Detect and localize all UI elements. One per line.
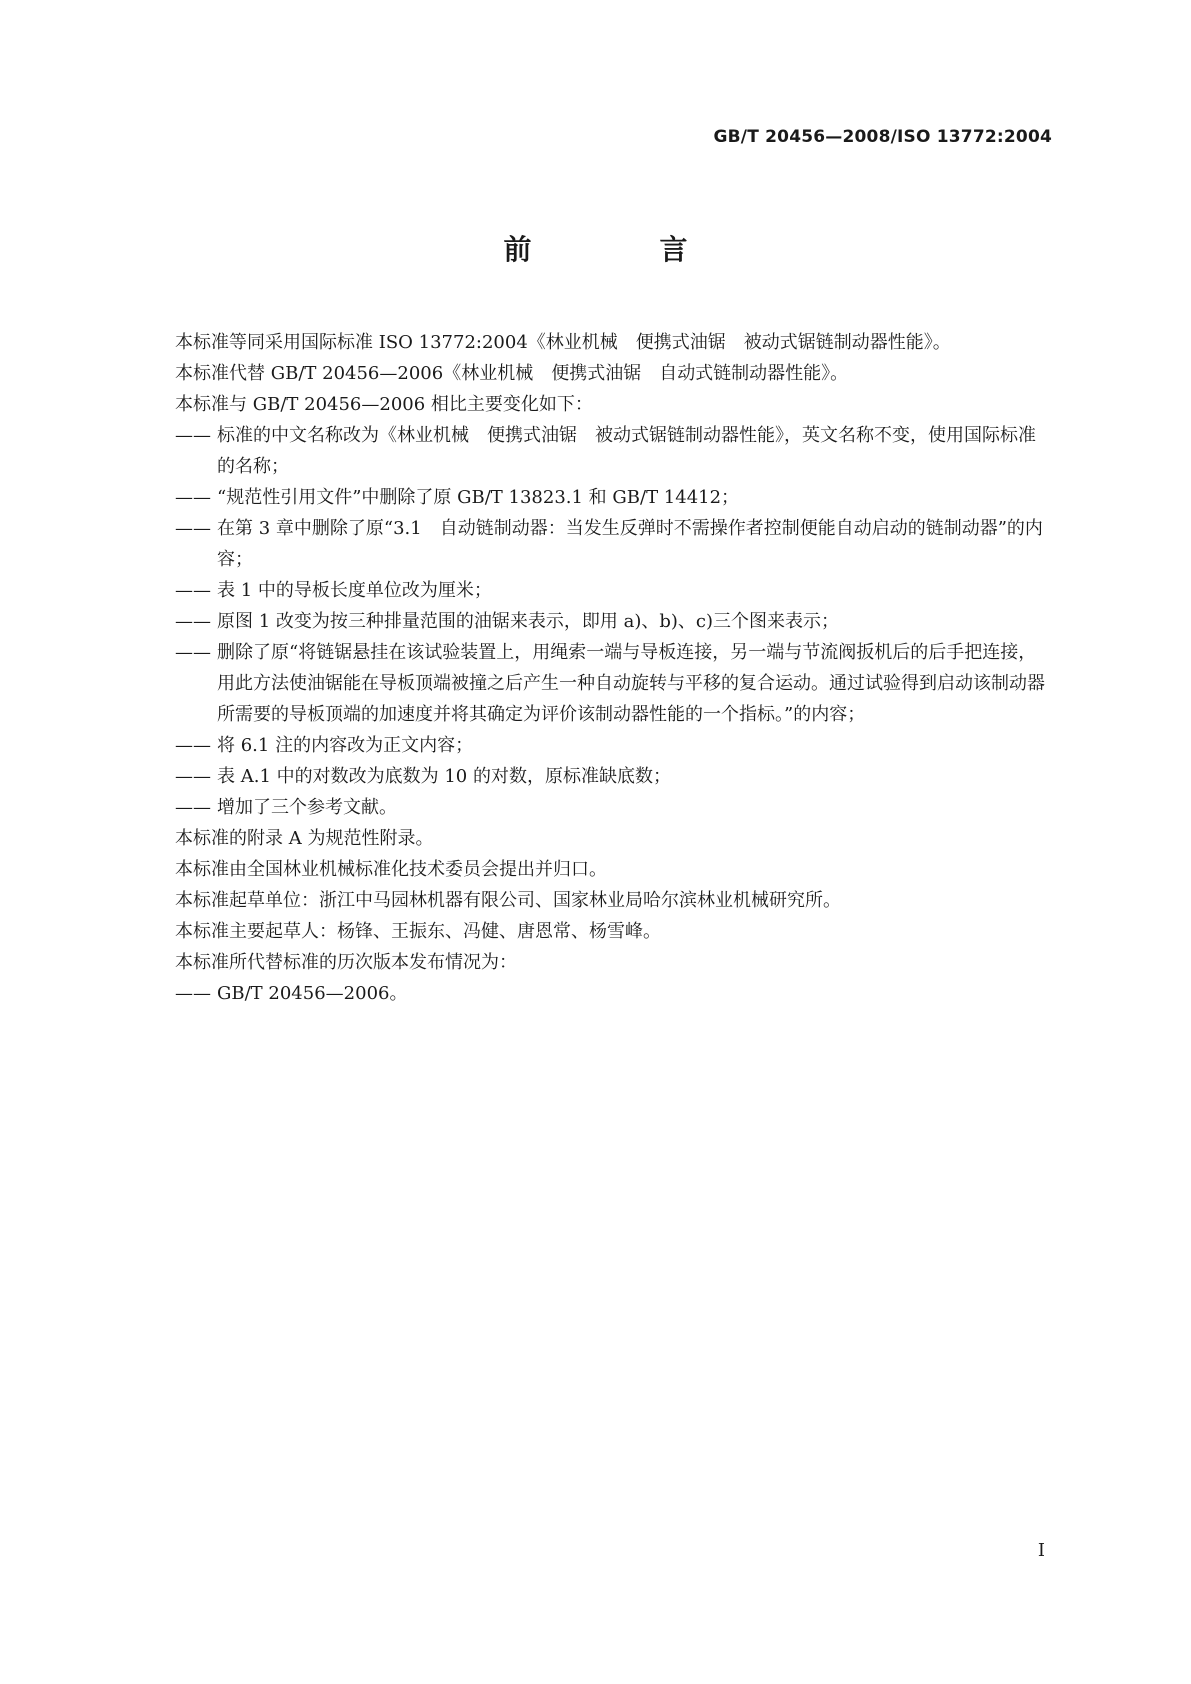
list-item-text: 表 1 中的导板长度单位改为厘米； — [217, 580, 492, 601]
list-item — [175, 761, 1053, 792]
changes-list — [175, 420, 1053, 823]
history-list — [175, 978, 1053, 1009]
paragraph-proposed-by: 本标准由全国林业机械标准化技术委员会提出并归口。 — [175, 859, 607, 880]
paragraph-annex: 本标准的附录 A 为规范性附录。 — [175, 828, 434, 849]
list-item — [175, 575, 1053, 606]
list-item — [175, 978, 1053, 1009]
dash-marker: —— — [175, 518, 211, 539]
list-item — [175, 513, 1053, 575]
list-item-text: “规范性引用文件”中删除了原 GB/T 13823.1 和 GB/T 14412； — [217, 487, 740, 508]
dash-marker: —— — [175, 580, 211, 601]
dash-marker: —— — [175, 797, 211, 818]
standard-code-header: GB/T 20456—2008/ISO 13772:2004 — [713, 127, 1052, 147]
page-number: I — [1037, 1540, 1045, 1561]
dash-marker: —— — [175, 642, 211, 663]
list-item-text: GB/T 20456—2006。 — [217, 983, 408, 1004]
list-item — [175, 792, 1053, 823]
list-item-text: 增加了三个参考文献。 — [217, 797, 397, 818]
dash-marker: —— — [175, 735, 211, 756]
dash-marker: —— — [175, 983, 211, 1004]
list-item-text: 标准的中文名称改为《林业机械 便携式油锯 被动式锯链制动器性能》，英文名称不变，使用国际标准的名称； — [217, 425, 1036, 477]
paragraph-drafters: 本标准主要起草人：杨锋、王振东、冯健、唐恩常、杨雪峰。 — [175, 921, 661, 942]
dash-marker: —— — [175, 766, 211, 787]
dash-marker: —— — [175, 611, 211, 632]
list-item — [175, 482, 1053, 513]
list-item — [175, 637, 1053, 730]
dash-marker: —— — [175, 487, 211, 508]
list-item-text: 表 A.1 中的对数改为底数为 10 的对数，原标准缺底数； — [217, 766, 671, 787]
list-item — [175, 606, 1053, 637]
dash-marker: —— — [175, 425, 211, 446]
paragraph-replaces: 本标准代替 GB/T 20456—2006《林业机械 便携式油锯 自动式链制动器性能》。 — [175, 363, 849, 384]
list-item — [175, 420, 1053, 482]
list-item — [175, 730, 1053, 761]
foreword-body — [175, 327, 1053, 1009]
paragraph-adoption: 本标准等同采用国际标准 ISO 13772:2004《林业机械 便携式油锯 被动式锯链制动器性能》。 — [175, 332, 951, 353]
list-item-text: 删除了原“将链锯悬挂在该试验装置上，用绳索一端与导板连接，另一端与节流阀扳机后的后手把连接，用此方法使油锯能在导板顶端被撞之后产生一种自动旋转与平移的复合运动。通过试验得到启动该制动器所需要的导板顶端的加速度并将其确定为评价该制动器性能的一个指标。”的内容； — [217, 642, 1045, 725]
list-item-text: 将 6.1 注的内容改为正文内容； — [217, 735, 474, 756]
paragraph-drafting-units: 本标准起草单位：浙江中马园林机器有限公司、国家林业局哈尔滨林业机械研究所。 — [175, 890, 841, 911]
paragraph-history-intro: 本标准所代替标准的历次版本发布情况为： — [175, 952, 517, 973]
page-title: 前 言 — [503, 233, 738, 266]
paragraph-changes-intro: 本标准与 GB/T 20456—2006 相比主要变化如下： — [175, 394, 593, 415]
list-item-text: 原图 1 改变为按三种排量范围的油锯来表示，即用 a)、b)、c)三个图来表示； — [217, 611, 840, 632]
list-item-text: 在第 3 章中删除了原“3.1 自动链制动器：当发生反弹时不需操作者控制便能自动启动的链制动器”的内容； — [217, 518, 1043, 570]
